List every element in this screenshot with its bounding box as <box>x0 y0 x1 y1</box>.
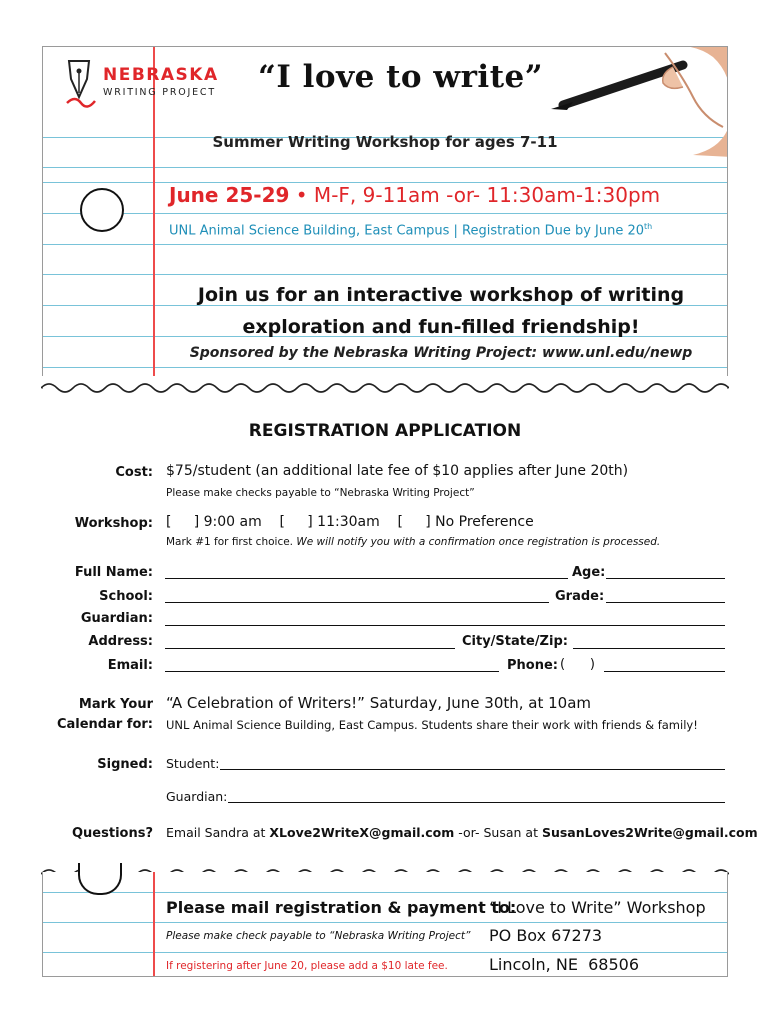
workshop-options[interactable]: [ ] 9:00 am [ ] 11:30am [ ] No Preference <box>166 514 534 530</box>
workshop-note <box>166 536 660 548</box>
city-state-zip-field[interactable] <box>573 648 725 649</box>
student-sign-label: Student: <box>166 756 220 771</box>
ruled-line <box>43 892 727 893</box>
calendar-label-2: Calendar for: <box>56 717 153 732</box>
student-signature-field[interactable] <box>220 769 725 770</box>
address-field[interactable] <box>165 648 455 649</box>
ruled-line <box>43 952 727 953</box>
school-label: School: <box>99 589 153 604</box>
questions-b: -or- Susan at <box>454 825 542 840</box>
ruled-line <box>43 167 727 168</box>
logo-subtitle: WRITING PROJECT <box>103 87 216 98</box>
questions-a: Email Sandra at <box>166 825 270 840</box>
cost-label: Cost: <box>115 465 153 480</box>
workshop-location <box>169 222 652 238</box>
questions-text <box>166 825 758 840</box>
grade-field[interactable] <box>606 602 725 603</box>
calendar-label-1: Mark Your <box>78 697 153 712</box>
city-state-zip-label: City/State/Zip: <box>462 634 568 649</box>
email-label: Email: <box>107 658 153 673</box>
guardian-label: Guardian: <box>80 611 153 626</box>
mail-address-line-2: PO Box 67273 <box>489 926 603 945</box>
logo-title: NEBRASKA <box>103 65 219 85</box>
sponsor-line: Sponsored by the Nebraska Writing Project: www.unl.edu/newp <box>189 345 693 361</box>
registration-title: REGISTRATION APPLICATION <box>248 421 522 441</box>
workshop-label: Workshop: <box>74 516 153 531</box>
ruled-line <box>43 244 727 245</box>
school-field[interactable] <box>165 602 549 603</box>
pen-nib-icon <box>61 57 101 113</box>
flyer-header-card <box>42 46 728 389</box>
binder-hole <box>80 188 124 232</box>
margin-line <box>153 872 155 976</box>
join-line-2: exploration and fun-filled friendship! <box>242 316 640 338</box>
mail-address-line-3: Lincoln, NE 68506 <box>489 955 639 974</box>
sandra-email-link[interactable]: XLove2WriteX@gmail.com <box>269 825 455 840</box>
ruled-line <box>43 367 727 368</box>
mail-check-note: Please make check payable to “Nebraska Writing Project” <box>166 930 471 942</box>
ruled-line <box>43 922 727 923</box>
mail-late-fee: If registering after June 20, please add a $10 late fee. <box>166 960 448 972</box>
address-label: Address: <box>88 634 153 649</box>
cost-value: $75/student (an additional late fee of $10 applies after June 20th) <box>166 463 629 479</box>
full-name-label: Full Name: <box>74 565 153 580</box>
mail-address-line-1: “I Love to Write” Workshop <box>489 898 706 917</box>
celebration-event: “A Celebration of Writers!” Saturday, June 30th, at 10am <box>166 694 592 712</box>
phone-field[interactable] <box>604 671 725 672</box>
join-message <box>155 279 727 343</box>
nwp-logo <box>61 57 221 112</box>
phone-area-code[interactable]: ( ) <box>560 657 595 672</box>
location-sup: th <box>644 222 653 231</box>
ruled-line <box>43 213 727 214</box>
mail-heading: Please mail registration & payment to: <box>166 898 517 917</box>
age-label: Age: <box>572 565 606 580</box>
workshop-note-b: We will notify you with a confirmation once registration is processed. <box>296 536 661 548</box>
signed-label: Signed: <box>97 757 153 772</box>
full-name-field[interactable] <box>165 578 568 579</box>
dates-days: June 25-29 <box>169 183 290 207</box>
susan-email-link[interactable]: SusanLoves2Write@gmail.com <box>541 825 758 840</box>
workshop-subtitle: Summer Writing Workshop for ages 7-11 <box>212 133 558 151</box>
guardian-sign-label: Guardian: <box>166 789 228 804</box>
email-field[interactable] <box>165 671 499 672</box>
cost-note: Please make checks payable to “Nebraska Writing Project” <box>166 487 475 499</box>
location-text: UNL Animal Science Building, East Campus | Registration Due by June 20 <box>169 223 645 239</box>
phone-label: Phone: <box>507 658 558 673</box>
guardian-signature-field[interactable] <box>228 802 725 803</box>
join-line-1: Join us for an interactive workshop of writing <box>197 284 685 306</box>
grade-label: Grade: <box>555 589 605 604</box>
workshop-dates <box>169 183 660 207</box>
questions-label: Questions? <box>72 826 153 841</box>
ruled-line <box>43 274 727 275</box>
guardian-field[interactable] <box>165 625 725 626</box>
workshop-note-a: Mark #1 for first choice. <box>166 536 297 548</box>
torn-edge <box>41 376 729 400</box>
celebration-detail: UNL Animal Science Building, East Campus. Students share their work with friends & family! <box>166 718 698 732</box>
headline: “I love to write” <box>258 59 544 95</box>
age-field[interactable] <box>606 578 725 579</box>
dates-times: • M-F, 9-11am -or- 11:30am-1:30pm <box>289 183 661 207</box>
